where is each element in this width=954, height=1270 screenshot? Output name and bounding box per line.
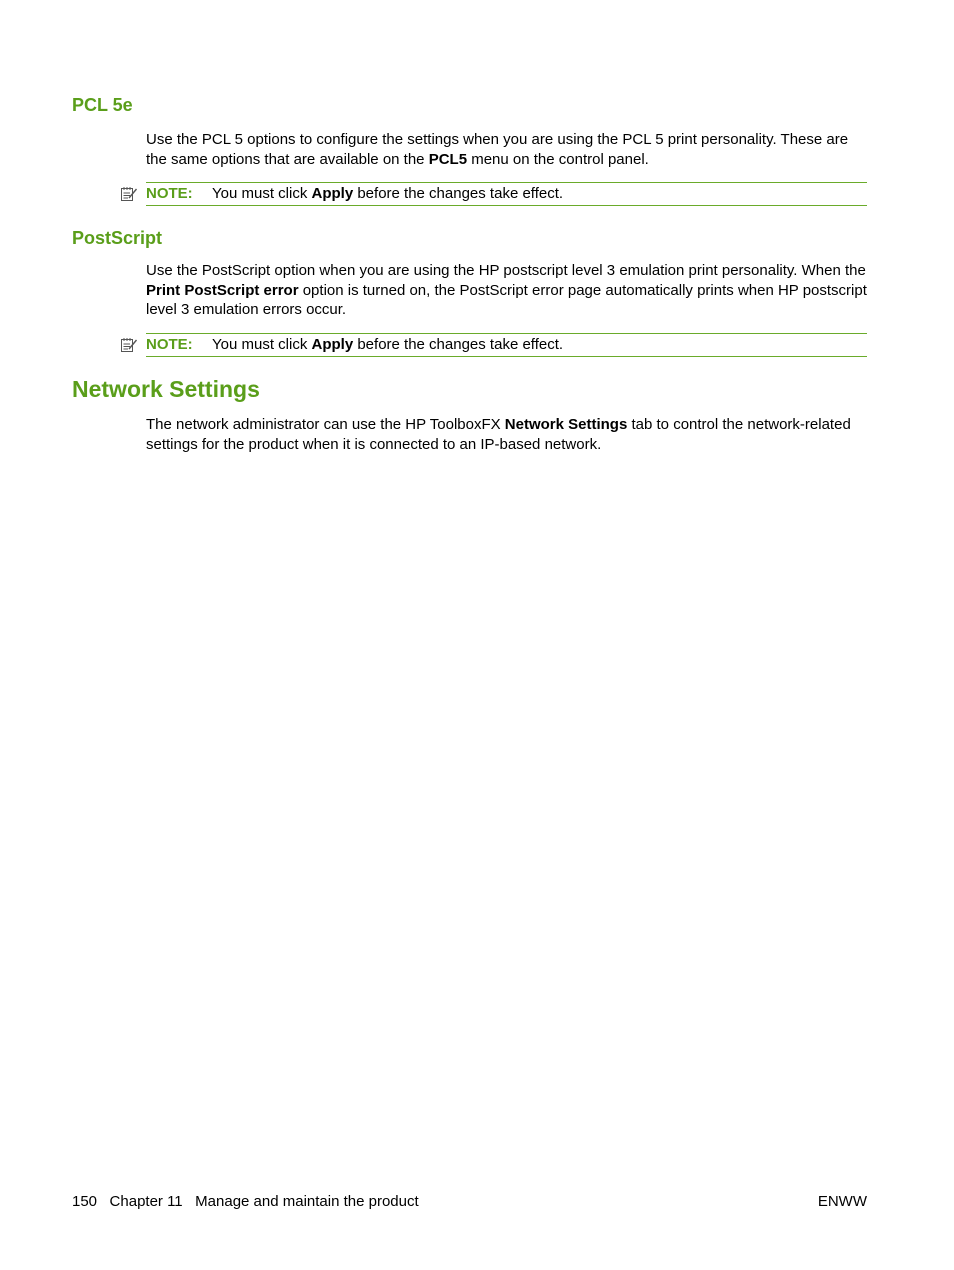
body-bold-term: Print PostScript error	[146, 281, 299, 299]
note-text-part: You must click	[212, 185, 312, 202]
note-text	[212, 183, 563, 205]
page-footer-left	[72, 1192, 419, 1212]
body-text: Use the PostScript option when you are using the HP postscript level 3 emulation print personality. When the	[146, 262, 866, 279]
chapter-title: Manage and maintain the product	[195, 1193, 419, 1210]
section-body-postscript	[146, 261, 870, 320]
body-text: The network administrator can use the HP ToolboxFX	[146, 416, 505, 433]
note-bold-term: Apply	[311, 185, 354, 202]
note-text	[212, 334, 563, 356]
note-bold-term: Apply	[311, 336, 354, 353]
note-label: NOTE:	[146, 185, 193, 202]
note-text-part: before the changes take effect.	[353, 185, 564, 202]
section-body-pcl5e	[146, 130, 870, 169]
section-body-network-settings	[146, 415, 858, 454]
note-text-part: before the changes take effect.	[353, 336, 564, 353]
body-text: menu on the control panel.	[467, 150, 649, 168]
note-icon	[120, 186, 138, 202]
chapter-label: Chapter 11	[109, 1193, 183, 1210]
section-heading-network-settings: Network Settings	[72, 376, 260, 402]
body-text: option is turned on, the PostScript error page automatically prints when HP postscript level 3 emulation errors occur.	[146, 281, 867, 318]
body-bold-term: PCL5	[428, 150, 468, 168]
section-heading-pcl5e: PCL 5e	[72, 95, 133, 115]
page-number: 150	[72, 1193, 98, 1210]
note-box	[146, 333, 867, 357]
section-heading-postscript: PostScript	[72, 228, 163, 248]
note-label: NOTE:	[146, 336, 193, 353]
body-text: Use the PCL 5 options to configure the settings when you are using the PCL 5 print personality. These are the same options that are available on the	[146, 131, 849, 168]
page-footer-right	[818, 1192, 867, 1212]
body-bold-term: Network Settings	[504, 416, 628, 433]
body-text: tab to control the network-related settings for the product when it is connected to an IP-based network.	[146, 416, 851, 453]
note-text-part: You must click	[212, 336, 312, 353]
note-box	[146, 182, 867, 206]
note-icon	[120, 337, 138, 353]
locale-code: ENWW	[817, 1193, 867, 1210]
